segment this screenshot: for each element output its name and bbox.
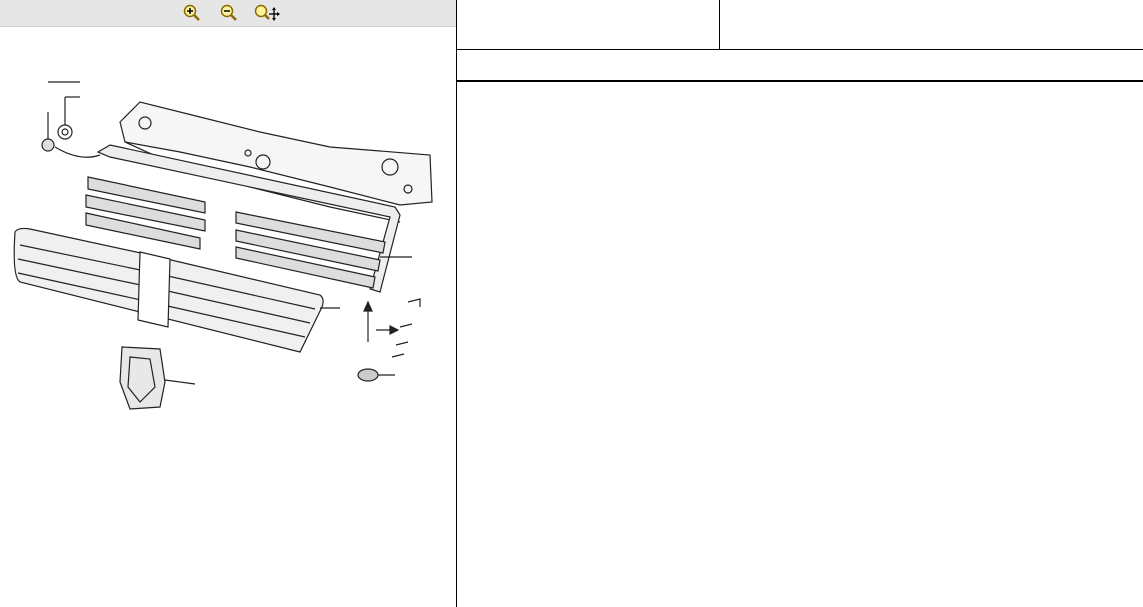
zoom-in-icon[interactable] xyxy=(182,3,202,23)
exploded-parts-diagram xyxy=(0,27,456,607)
header-rule xyxy=(457,49,1143,50)
diagram-toolbar xyxy=(0,0,456,27)
zoom-move-icon[interactable] xyxy=(253,3,281,23)
table-top-rule xyxy=(457,80,1143,82)
zoom-out-icon[interactable] xyxy=(219,3,239,23)
diagram-pane xyxy=(0,0,456,607)
header-divider xyxy=(719,0,720,49)
parts-pane xyxy=(457,0,1143,607)
